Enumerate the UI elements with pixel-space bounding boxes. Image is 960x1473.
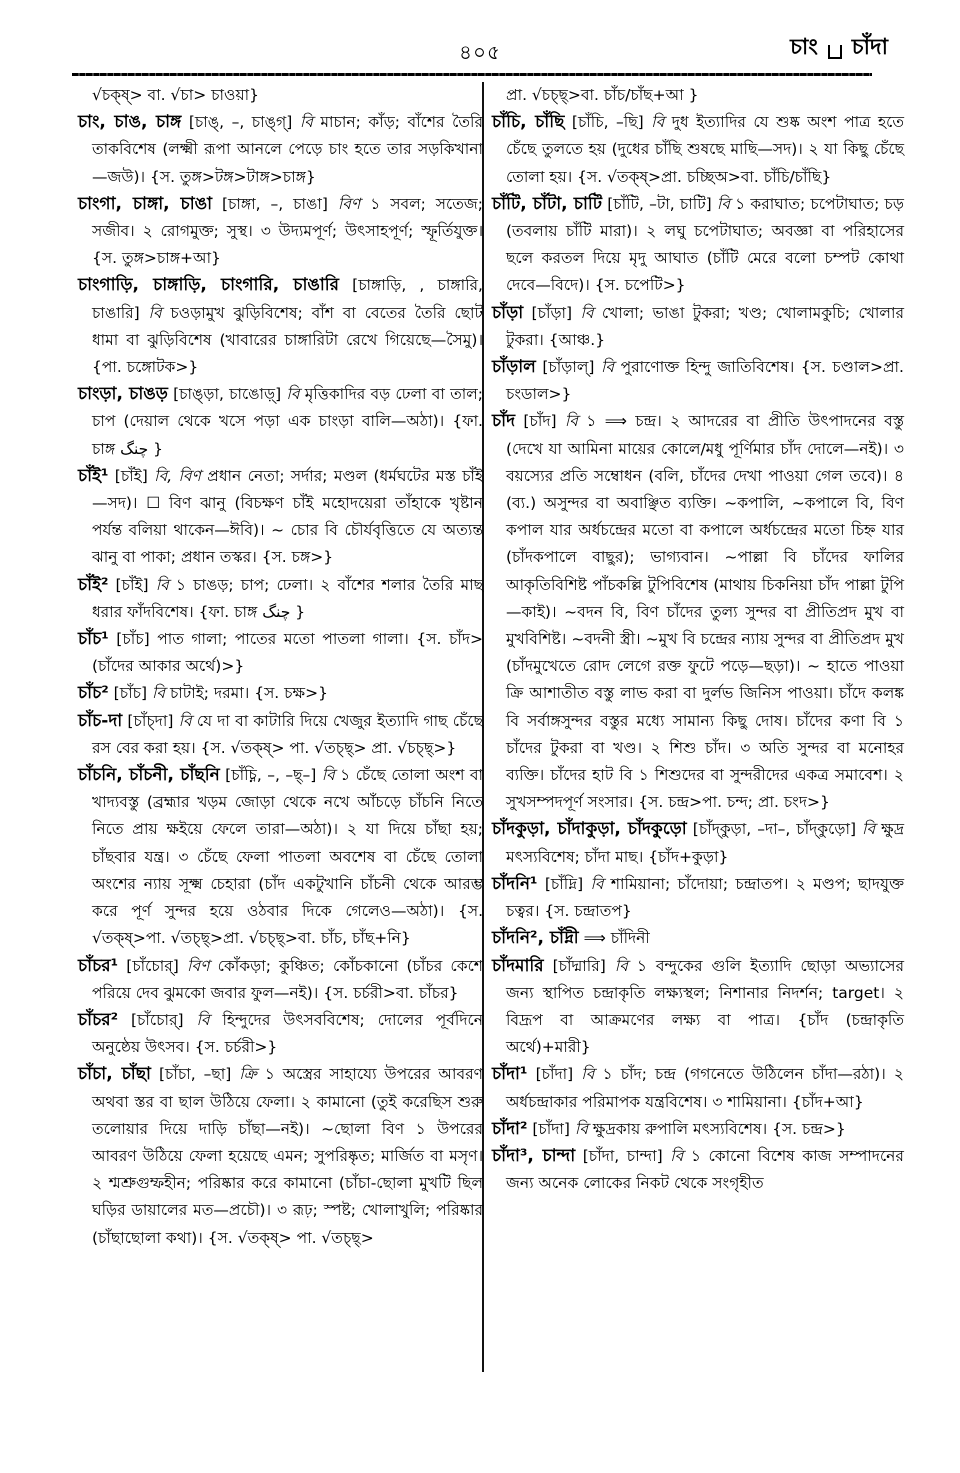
part-of-speech: বি [574,1119,588,1138]
part-of-speech: বিণ [187,956,210,975]
headword: চাঁচ¹ [78,629,109,650]
pronunciation: [চাঁচ্নি, –, –ছ্–] [225,766,317,785]
dictionary-entry [492,408,904,816]
pronunciation: [চাঁচি, –ছি] [571,113,644,132]
guide-word-first: চাং [790,35,818,60]
header-rule [72,73,872,76]
pronunciation: [চাঙ্ড়া, চাঙোড়্] [173,385,282,404]
dictionary-entry [78,680,483,707]
part-of-speech: বি [581,1065,595,1084]
headword: চাঁদা³, চান্দা [492,1145,576,1166]
pronunciation: [চাঁড়াল্] [542,358,595,377]
definition: পুরাণোক্ত হিন্দু জাতিবিশেষ। [620,358,795,377]
headword: চাঁড়া [492,302,524,323]
definition: মৃত্তিকাদির বড় ঢেলা বা তাল; চাপ (দেয়াল থেকে খসে পড়া এক চাংড়া বালি—অঠা)। [92,385,483,431]
etymology: {স. √তক্ষ্>প্রা. চচ্ছিঅ>বা. চাঁচি/চাঁছি} [577,167,832,186]
dictionary-entry [78,953,483,1007]
definition: হিন্দুদের উৎসববিশেষ; দোলের পূর্বদিনে অনুষ্ঠেয় উৎসব। [92,1010,483,1057]
pronunciation: [চাঁচ] [116,630,150,649]
definition: কোঁকড়া; কুঞ্চিত; কোঁচকানো (চাঁচর কেশে পরিয়ে দেব ঝুমকো জবার ফুল—নই)। [92,956,483,1002]
part-of-speech: বি [151,684,165,703]
pronunciation: [চাঁচা, –ছা] [158,1065,232,1084]
etymology: {স. চর্চরী>} [194,1038,278,1057]
dictionary-entry [78,572,483,626]
part-of-speech: বিণ [337,194,361,213]
part-of-speech: বি [580,303,594,322]
definition: ১ চাঙড়; চাপ; ঢেলা। ২ বাঁশের শলার তৈরি মাছ ধরার ফাঁদবিশেষ। [92,575,483,621]
etymology: {স. চর্চরী>বা. চাঁচর} [323,983,459,1002]
headword: চাঁড়াল [492,357,536,378]
left-column [78,82,483,1252]
pronunciation: [চাঁদ্মারি] [552,956,606,975]
headword: চাঁচা, চাঁছা [78,1064,151,1085]
etymology: {স. চন্দ্র>} [772,1119,846,1138]
definition: ১ চেঁছে তোলা অংশ বা খাদ্যবস্তু (ব্রহ্মার খড়ম জোড়া থেকে নখে আঁচড়ে চাঁচনি নিতে নিতে প্রায় ক্ষইয়ে ফেলে তারা—অঠা)। ২ যা দিয়ে চাঁছা হয়; চাঁছবার যন্ত্র। ৩ চেঁছে ফেলা পাতলা অবশেষ বা চেঁছে তোলা অংশের ন্যায় সূক্ষ্ম চেহারা (চাঁদ একটুখানি চাঁচনী থেকে আরম্ভ করে পূর্ণ সুন্দর হয়ে ওঠবার দিকে গেলেও—অঠা)। [92,766,484,921]
etymology: {স. চন্দ্রাতপ} [544,902,632,921]
definition: খোলা; ভাঙা টুকরা; খণ্ড; খোলামকুচি; খোলার টুকরা। [506,303,904,349]
dictionary-entry [78,272,483,381]
part-of-speech: ক্রি [239,1065,257,1084]
dictionary-entry [492,1116,904,1143]
dictionary-entry [78,708,483,762]
definition: দুধ ইত্যাদির যে শুষ্ক অংশ পাত্র হতে চেঁছে তুলতে হয় (দুধের চাঁছি শুষছে মাছি—সদ)। ২ যা কিছু চেঁছে তোলা হয়। [506,113,904,186]
etymology: {স. √তক্ষ্> পা. √তচ্ছ্> প্রা. √চচ্ছ্>} [200,738,457,757]
pronunciation: [চাঁচোর্] [130,1010,184,1029]
etymology: {স. তুঙ্গ>টঙ্গ>টাঙ্গ>চাঙ্গ} [149,167,316,186]
dictionary-entry [492,816,904,870]
part-of-speech: বি [196,1010,210,1029]
headword: চাঁচর¹ [78,955,119,976]
etymology: {স. চাঁদ>(চাঁদের আকার অর্থে)>} [92,630,483,676]
part-of-speech: বি [155,575,169,594]
pronunciation: [চাঙ্গা, –, চাঙা] [222,194,328,213]
pronunciation: [চাঁচ] [113,684,147,703]
pronunciation: [চাঁই] [115,575,149,594]
etymology: {স. √তক্ষ্> পা. √তচ্ছ্> [207,1228,374,1247]
headword: চাঁদমারি [492,955,544,976]
headword: চাঁচনি, চাঁচনী, চাঁছনি [78,765,220,786]
etymology: {চাঁদ+আ} [791,1092,864,1111]
headword: চাঁদা² [492,1118,528,1139]
pronunciation: [চাঁচ্দা] [127,711,174,730]
headword: চাঁই² [78,574,109,595]
definition: শামিয়ানা; চাঁদোয়া; চন্দ্রাতপ। ২ মণ্ডপ; ছাদযুক্ত চত্বর। [506,874,904,921]
definition: পাত গালা; পাতের মতো পাতলা গালা। [157,630,409,649]
definition: ১ অস্ত্রের সাহায্যে উপরের আবরণ অথবা স্তর বা ছাল উঠিয়ে ফেলা। ২ কামানো (তুই করেছিস শুরু তলোয়ার দিয়ে দাড়ি চাঁছা—নই)। ~ছোলা বিণ ১ উপরের আবরণ উঠিয়ে ফেলা হয়েছে এমন; সুপরিষ্কৃত; মার্জিত বা মসৃণ। ২ শ্মশ্রুগুম্ফহীন; পরিষ্কার করে কামানো (চাঁচা-ছোলা মুখটি ছিল ঘড়ির ডায়ালের মত—প্রচৌ)। ৩ রূঢ়; স্পষ্ট; খোলাখুলি; পরিষ্কার (চাঁছাছোলা কথা)। [92,1065,483,1247]
definition: ⟹ চাঁদিনী [583,929,650,948]
dictionary-entry [492,300,904,354]
definition: ১ চাঁদ; চন্দ্র (গগনেতে উঠিলেন চাঁদা—রঠা)। ২ অর্ধচন্দ্রাকার পরিমাপক যন্ত্রবিশেষ। ৩ শামিয়ানা। [506,1065,904,1111]
pronunciation: [চাঁদা, চান্দা] [582,1146,663,1165]
part-of-speech: বি [614,956,628,975]
etymology: {স. চপেটি>} [594,276,686,295]
definition: চওড়ামুখ ঝুড়িবিশেষ; বাঁশ বা বেতের তৈরি ছোট ধামা বা ঝুড়িবিশেষ (খাবারের চাঙ্গারিটা রেখে গিয়েছে—সৈমু)। [92,303,483,349]
dictionary-entry [492,953,904,1062]
definition: প্রধান নেতা; সর্দার; মণ্ডল (ধর্মঘটের মস্ত চাঁই—সদ)। ☐ বিণ ঝানু (বিচক্ষণ চাঁই মহোদয়েরা তাঁহাকে খৃষ্টান পর্যন্ত বলিয়া থাকেন—ঈবি)। ~ চোর বি চৌর্যবৃত্তিতে যে অত্যন্ত ঝানু বা পাকা; প্রধান তস্কর। [92,466,483,567]
pronunciation: [চাঁচোর্] [126,956,179,975]
part-of-speech: বি [286,385,300,404]
dictionary-entry [492,1143,904,1197]
definition: যে দা বা কাটারি দিয়ে খেজুর ইত্যাদি গাছ চেঁছে রস বের করা হয়। [92,711,483,757]
definition: মাচান; কাঁড়; বাঁশের তৈরি তাকবিশেষ (লক্ষ্মী রূপা আনলে পেড়ে চাং হতে তার সড়কিখানা—জউ)। [92,113,483,186]
definition: ১ কোনো বিশেষ কাজ সম্পাদনের জন্য অনেক লোকের নিকট থেকে সংগৃহীত [506,1146,904,1193]
dictionary-entry [78,191,483,273]
etymology: প্রা. √চচ্ছ্>বা. চাঁচ/চাঁছ+আ } [506,86,699,104]
etymology: {আঞ্চ.} [548,330,606,349]
dictionary-entry [492,925,904,952]
pronunciation: [চাঁড়া] [531,303,573,322]
headword: চাঁদনি¹ [492,873,538,894]
pronunciation: [চাঁই] [114,466,148,485]
page-number: ৪০৫ [459,40,501,64]
dictionary-entry [78,762,483,952]
pronunciation: [চাঙ্গাড়ি, , চাঙ্গারি, চাঙারি] [92,276,483,322]
part-of-speech: বি [178,711,192,730]
definition: ১ করাঘাত; চপেটাঘাত; চড় (তবলায় চাঁটি মারা)। ২ লঘু চপেটাঘাত; অবজ্ঞা বা পরিহাসের ছলে করতল দিয়ে মৃদু আঘাত (চাঁটি মেরে বলো চম্পট কোথা দেবে—বিদে)। [506,194,904,295]
etymology: {স. √তক্ষ্>পা. √তচ্ছ্>প্রা. √চচ্ছ্>বা. চাঁচ, চাঁছ+নি} [92,902,483,948]
headword: চাঁদকুড়া, চাঁদাকুড়া, চাঁদকুড়ো [492,819,687,840]
part-of-speech: বি [670,1146,684,1165]
dictionary-entry [78,1007,483,1061]
guide-word-last: চাঁদা [851,35,888,60]
part-of-speech: বি [590,874,604,893]
part-of-speech: বি [651,113,665,132]
definition: ক্ষুদ্রকায় রুপালি মৎস্যবিশেষ। [592,1119,768,1138]
headword: চাঁদ [492,411,516,432]
definition: ১ সবল; সতেজ; সজীব। ২ রোগমুক্ত; সুস্থ। ৩ উদ্যমপূর্ণ; উৎসাহপূর্ণ; স্ফূর্তিযুক্ত। [92,194,483,241]
headword: চাঁদা¹ [492,1064,528,1085]
etymology: {পা. চঙ্গোটক>} [92,358,199,377]
part-of-speech: বি [862,820,876,839]
right-column [492,82,904,1197]
etymology: {চাঁদ (চন্দ্রাকৃতি অর্থে)+মারী} [506,1010,904,1057]
dictionary-entry [492,1061,904,1115]
headword: চাঁটি, চাঁটা, চাটি [492,193,603,214]
dictionary-entry [78,1061,483,1251]
pronunciation: [চাঁদ] [523,412,557,431]
continued-entry [492,82,904,109]
etymology: {স. তুঙ্গ>চাঙ্গ+আ} [92,249,221,268]
dictionary-entry [78,626,483,680]
guide-words [790,30,888,67]
headword: চাঁচর² [78,1009,119,1030]
etymology: {ফা. চাঙ্গ چنگ } [92,412,483,458]
headword: চাঁচ-দা [78,710,123,731]
headword: চাঁই¹ [78,465,109,486]
pronunciation: [চাঁদ্কুড়া, –দা–, চাঁদ্কুড়ো] [692,820,856,839]
pronunciation: [চাঙ্, –, চাঙ্গ্] [188,113,293,132]
part-of-speech: বি [321,766,335,785]
etymology: {স. চঙ্গ>} [261,548,334,567]
part-of-speech: বি [716,194,730,213]
part-of-speech: বি, বিণ [154,466,201,485]
dictionary-entry [78,463,483,572]
etymology: {স. চন্দ্র>পা. চন্দ; প্রা. চংদ>} [638,793,830,812]
headword: চাঁচি, চাঁছি [492,112,565,133]
definition: ১ ⟹ চন্দ্র। ২ আদরের বা প্রীতি উৎপাদনের বস্তু (দেখে যা আমিনা মায়ের কোলে/মধু পূর্ণিমার চাঁদ দোলে—নই)। ৩ বয়স্যের প্রতি সম্বোধন (বলি, চাঁদের দেখা পাওয়া গেল তবে)। ৪ (ব্য.) অসুন্দর বা অবাঞ্ছিত ব্যক্তি। ~কপালি, ~কপালে বি, বিণ কপাল যার অর্ধচন্দ্রের মতো বা কপালে অর্ধচন্দ্রের মতো চিহ্ন যার (চাঁদকপালে বাছুর); ভাগ্যবান। ~পাল্লা বি চাঁদের ফালির আকৃতিবিশিষ্ট পাঁচকল্লি টুপিবিশেষ (মাথায় চিকনিয়া চাঁদ পাল্লা টুপি—কাই)। ~বদন বি, বিণ চাঁদের তুল্য সুন্দর বা প্রীতিপ্রদ মুখ বা মুখবিশিষ্ট। ~বদনী স্ত্রী। ~মুখ বি চন্দ্রের ন্যায় সুন্দর বা প্রীতিপ্রদ মুখ (চাঁদমুখেতে রোদ লেগে রক্ত ফুটে পড়ে—ছড়া)। ~ হাতে পাওয়া ক্রি আশাতীত বস্তু লাভ করা বা দুর্লভ জিনিস পাওয়া। চাঁদে কলঙ্ক বি সর্বাঙ্গসুন্দর বস্তুর মধ্যে সামান্য কিছু দোষ। চাঁদের কণা বি ১ চাঁদের টুকরা বা খণ্ড। ২ শিশু চাঁদ। ৩ অতি সুন্দর বা মনোহর ব্যক্তি। চাঁদের হাট বি ১ শিশুদের বা সুন্দরীদের একত্র সমাবেশ। ২ সুখসম্পদপূর্ণ সংসার। [506,412,904,812]
pronunciation: [চাঁদা] [535,1065,574,1084]
pronunciation: [চাঁদা] [532,1119,570,1138]
pronunciation: [চাঁদ্নি] [544,874,584,893]
etymology: {স. চণ্ডাল>প্রা. চংডাল>} [506,358,904,404]
dictionary-entry [78,381,483,463]
dictionary-entry [78,109,483,191]
part-of-speech: বি [299,113,313,132]
part-of-speech: বি [600,358,615,377]
dictionary-entry [492,191,904,300]
headword: চাঁচ² [78,683,109,704]
headword: চাংগা, চাঙ্গা, চাঙা [78,193,213,214]
etymology: {স. চক্ষ>} [254,684,328,703]
dictionary-entry [492,354,904,408]
definition: চাটাই; দরমা। [169,684,250,703]
dictionary-entry [492,109,904,191]
dictionary-entry [492,871,904,925]
headword: চাংগাড়ি, চাঙ্গাড়ি, চাংগারি, চাঙারি [78,275,339,296]
headword: চাং, চাঙ, চাঙ্গ [78,112,182,133]
headword: চাংড়া, চাঙড় [78,384,168,405]
etymology: √চক্ষ্> বা. √চা> চাওয়া} [92,86,259,104]
pronunciation: [চাঁটি, –টা, চাটি] [607,194,712,213]
headword: চাঁদনি², চাঁদ্নী [492,928,579,949]
guide-separator-icon [828,45,842,59]
definition: ১ বন্দুকের গুলি ইত্যাদি ছোড়া অভ্যাসের জন্য স্থাপিত চন্দ্রাকৃতি লক্ষ্যস্থল; নিশানার নিদর্শন; target। ২ বিদ্রূপ বা আক্রমণের লক্ষ্য বা পাত্র। [506,956,904,1029]
etymology: {চাঁদ+কুড়া} [648,847,729,866]
continued-entry [78,82,483,109]
etymology: {ফা. চাঙ্গ چنگ } [198,602,306,621]
part-of-speech: বি [148,303,162,322]
part-of-speech: বি [564,412,578,431]
definition: ক্ষুদ্র মৎস্যবিশেষ; চাঁদা মাছ। [506,820,905,866]
